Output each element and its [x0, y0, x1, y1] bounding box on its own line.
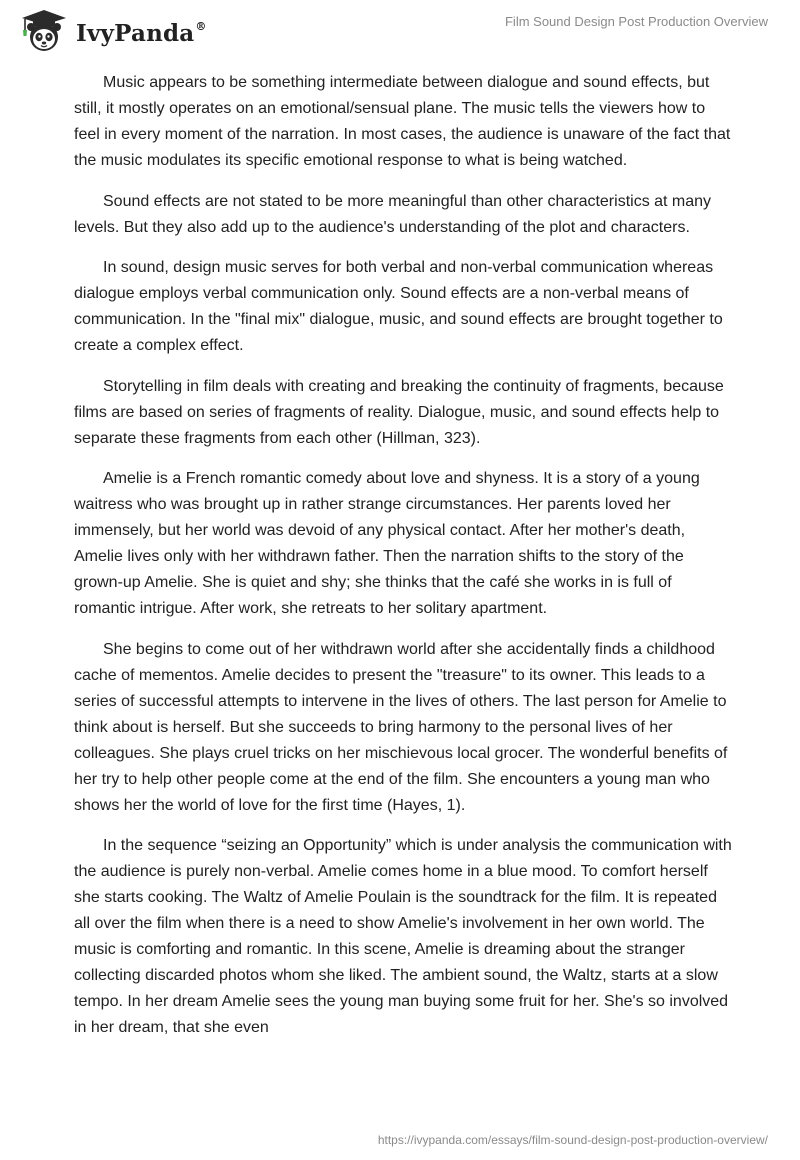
paragraph: In the sequence “seizing an Opportunity” which is under analysis the communication with the audience is purely non-verbal. Amelie comes home in a blue mood. To comfort herself she starts cooking. The Waltz of Amelie Poulain is the soundtrack for the film. It is repeated all over the film when there is a need to show Amelie's involvement in her own world. The music is comforting and romantic. In this scene, Amelie is dreaming about the stranger collecting discarded photos whom she liked. The ambient sound, the Waltz, starts at a slow tempo. In her dream Amelie sees the young man buying some fruit for her. She's so involved in her dream, that she even — [74, 837, 732, 1036]
essay-body — [74, 70, 734, 1056]
registered-mark: ® — [195, 19, 207, 33]
paragraph: Amelie is a French romantic comedy about love and shyness. It is a story of a young waitress who was brought up in rather strange circumstances. Her parents loved her immensely, but her world was devoid of any physical contact. After her mother's death, Amelie lives only with her withdrawn father. Then the narration shifts to the story of the grown-up Amelie. She is quiet and shy; she thinks that the café she works in is full of romantic intrigue. After work, she retreats to her solitary apartment. — [74, 470, 700, 617]
panda-graduate-icon — [14, 8, 72, 54]
document-title: Film Sound Design Post Production Overview — [504, 14, 768, 29]
paragraph: Storytelling in film deals with creating and breaking the continuity of fragments, because films are based on series of fragments of reality. Dialogue, music, and sound effects help to separate these fragments from each other (Hillman, 323). — [74, 377, 724, 447]
brand-name: IvyPanda® — [76, 19, 207, 47]
ivypanda-logo[interactable] — [14, 8, 207, 54]
paragraph: Music appears to be something intermediate between dialogue and sound effects, but still, it mostly operates on an emotional/sensual plane. The music tells the viewers how to feel in every moment of the narration. In most cases, the audience is unaware of the fact that the music modulates its specific emotional response to what is being watched. — [74, 74, 731, 169]
page-header — [0, 0, 800, 60]
source-url-link[interactable]: https://ivypanda.com/essays/film-sound-design-post-production-overview/ — [377, 1133, 768, 1147]
paragraph: In sound, design music serves for both verbal and non-verbal communication whereas dialogue employs verbal communication only. Sound effects are a non-verbal means of communication. In the "final mix" dialogue, music, and sound effects are brought together to create a complex effect. — [74, 259, 723, 354]
paragraph: Sound effects are not stated to be more meaningful than other characteristics at many levels. But they also add up to the audience's understanding of the plot and characters. — [74, 192, 712, 236]
paragraph: She begins to come out of her withdrawn world after she accidentally finds a childhood cache of mementos. Amelie decides to present the "treasure" to its owner. This leads to a series of successful attempts to intervene in the lives of others. The last person for Amelie to think about is herself. But she succeeds to bring harmony to the personal lives of her colleagues. She plays cruel tricks on her mischievous local grocer. The wonderful benefits of her try to help other people come at the end of the film. She encounters a young man who shows her the world of love for the first time (Hayes, 1). — [74, 640, 728, 814]
